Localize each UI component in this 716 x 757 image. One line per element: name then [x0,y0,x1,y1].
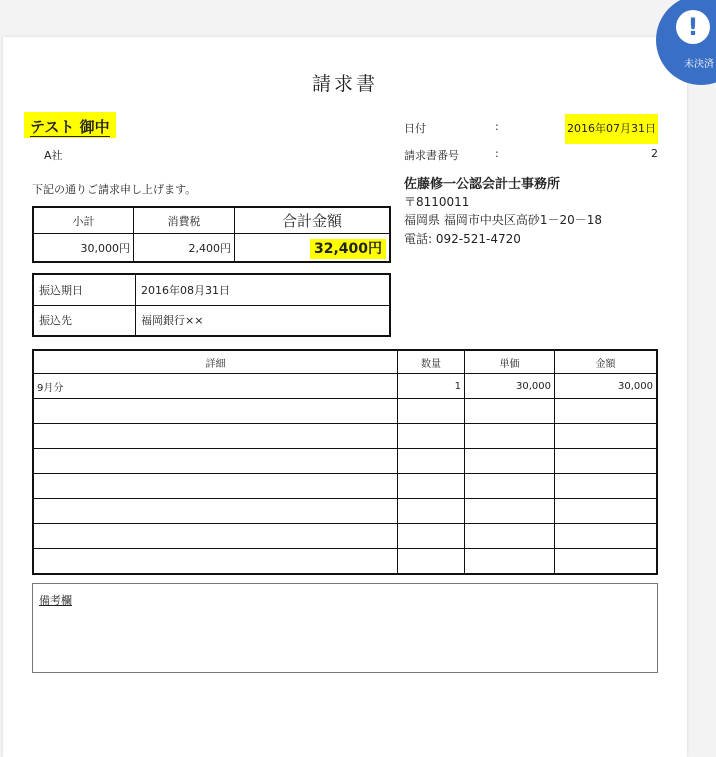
issuer-phone: 電話: 092-521-4720 [404,232,521,246]
bank-label: 振込先 [33,305,136,336]
table-row [33,424,657,449]
detail-header: 詳細 [33,350,398,374]
due-date-label: 振込期日 [33,274,136,305]
number-colon: : [495,147,499,160]
invoice-number-value: 2 [651,147,658,160]
date-row [0,120,716,136]
table-row [33,524,657,549]
table-row [33,499,657,524]
intro-text: 下記の通りご請求申し上げます。 [32,183,197,196]
bank-value: 福岡銀行×× [136,305,391,336]
issuer-address: 福岡県 福岡市中央区高砂1－20－18 [404,213,602,227]
number-row [0,147,716,163]
date-colon: : [495,120,499,133]
issuer-postal: 〒8110011 [404,195,470,209]
summary-table [32,206,391,263]
table-row [33,549,657,575]
due-date-value: 2016年08月31日 [136,274,391,305]
table-row [33,474,657,499]
subtotal-header: 小計 [33,207,134,234]
payment-table [32,273,391,337]
total-header: 合計金額 [235,207,391,234]
unit-price-header: 単価 [465,350,555,374]
table-row [33,449,657,474]
exclamation-icon: ! [676,10,710,44]
detail-table [32,349,658,575]
table-row: 9月分 1 30,000 30,000 [33,374,657,399]
invoice-number-label: 請求書番号 [404,149,459,162]
tax-value: 2,400円 [134,234,235,263]
recipient-name: テスト 御中 [24,112,116,138]
remarks-box[interactable] [32,583,658,673]
page-title: 請求書 [311,73,378,95]
tax-header: 消費税 [134,207,235,234]
status-text: 未決済 [684,59,714,70]
total-value: 32,400円 [235,234,391,263]
issuer-name: 佐藤修一公認会計士事務所 [404,177,561,192]
amount-header: 金額 [555,350,658,374]
recipient-company: A社 [44,149,63,162]
date-label: 日付 [404,122,426,135]
remarks-label: 備考欄 [39,594,72,607]
subtotal-value: 30,000円 [33,234,134,263]
table-row [33,399,657,424]
quantity-header: 数量 [398,350,465,374]
date-value: 2016年07月31日 [565,114,658,144]
